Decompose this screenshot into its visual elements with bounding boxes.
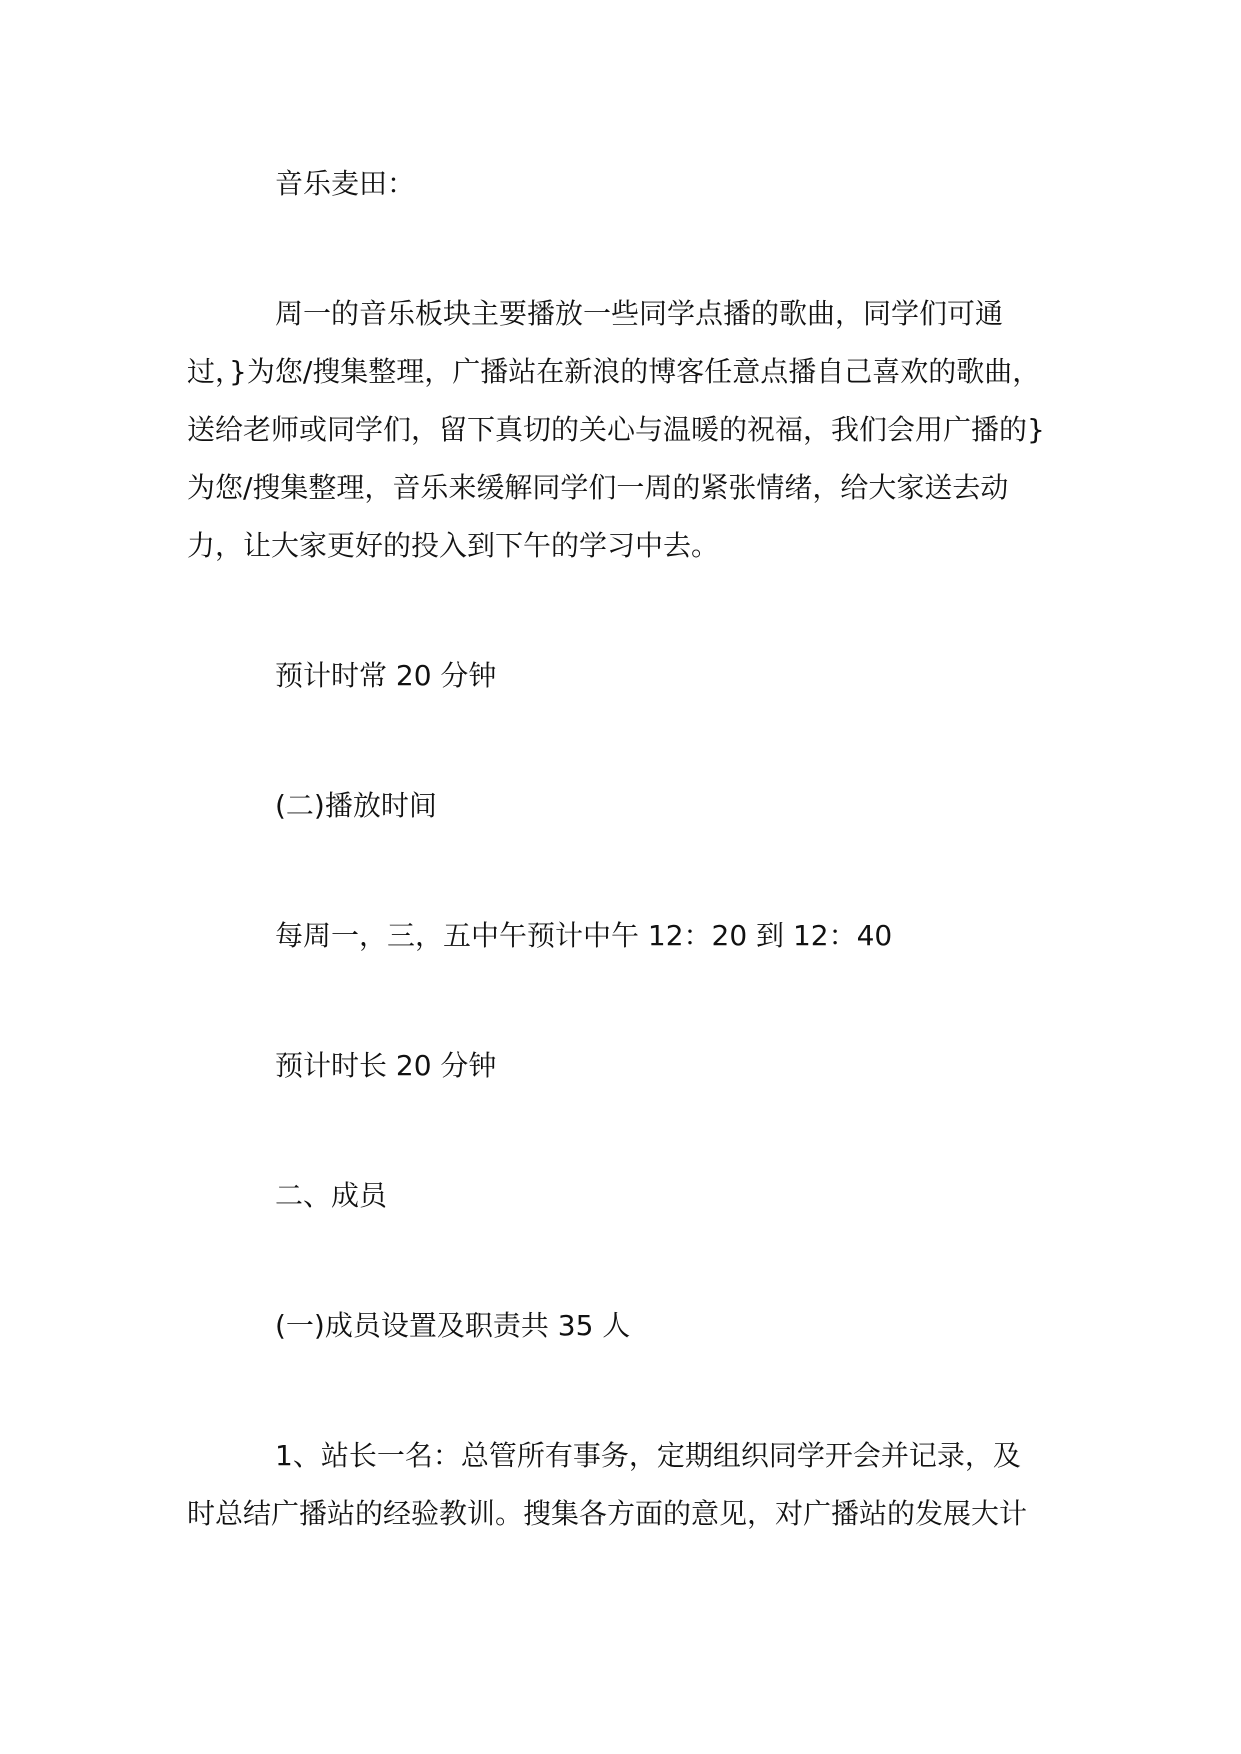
text-line: 时总结广播站的经验教训。搜集各方面的意见，对广播站的发展大计	[187, 1497, 1028, 1530]
text-line: 预计时长 20 分钟	[275, 1049, 497, 1082]
text-line: 每周一，三，五中午预计中午 12：20 到 12：40	[275, 919, 893, 952]
text-line: 音乐麦田：	[275, 167, 416, 200]
paragraph-gap	[187, 1095, 1055, 1167]
text-line: 二、成员	[275, 1179, 388, 1212]
music-duration	[187, 647, 1055, 705]
music-description	[187, 285, 1055, 575]
paragraph-gap	[187, 965, 1055, 1037]
broadcast-duration	[187, 1037, 1055, 1095]
text-line: 预计时常 20 分钟	[275, 659, 497, 692]
station-head-duty	[187, 1427, 1055, 1543]
music-heading	[187, 155, 1055, 213]
text-line: 1、站长一名：总管所有事务，定期组织同学开会并记录，及	[275, 1439, 1021, 1472]
broadcast-time	[187, 907, 1055, 965]
document-body	[187, 155, 1055, 1543]
paragraph-gap	[187, 1355, 1055, 1427]
text-line: 力，让大家更好的投入到下午的学习中去。	[187, 529, 720, 562]
text-line: (一)成员设置及职责共 35 人	[275, 1309, 631, 1342]
paragraph-gap	[187, 575, 1055, 647]
text-line: 过，}为您/搜集整理，广播站在新浪的博客任意点播自己喜欢的歌曲，	[187, 355, 1041, 388]
paragraph-gap	[187, 835, 1055, 907]
members-setup-heading	[187, 1297, 1055, 1355]
text-line: 周一的音乐板块主要播放一些同学点播的歌曲，同学们可通	[275, 297, 1004, 330]
paragraph-gap	[187, 705, 1055, 777]
text-line: 为您/搜集整理，音乐来缓解同学们一周的紧张情绪，给大家送去动	[187, 471, 1009, 504]
broadcast-time-heading	[187, 777, 1055, 835]
paragraph-gap	[187, 213, 1055, 285]
text-line: 送给老师或同学们，留下真切的关心与温暖的祝福，我们会用广播的}	[187, 413, 1045, 446]
text-line: (二)播放时间	[275, 789, 437, 822]
paragraph-gap	[187, 1225, 1055, 1297]
members-heading	[187, 1167, 1055, 1225]
